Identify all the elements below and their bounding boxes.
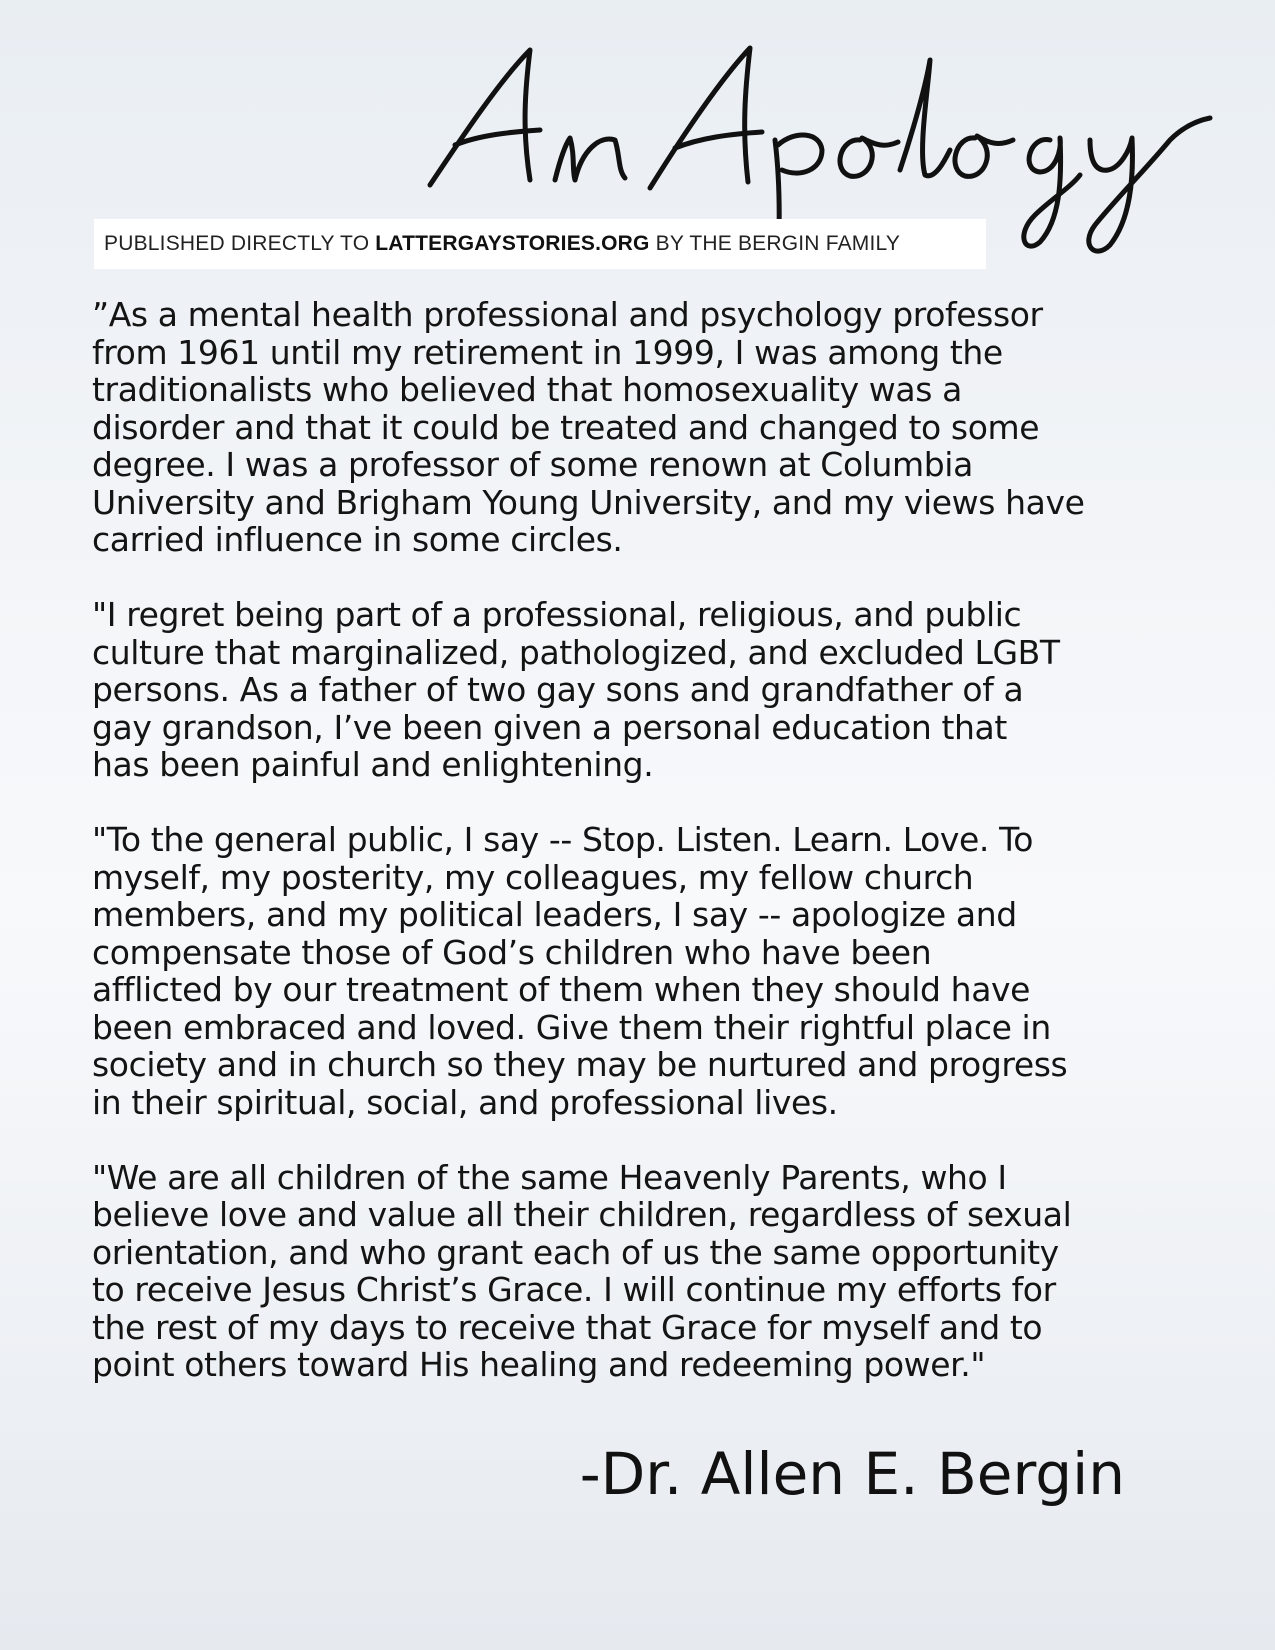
quote-paragraph-4: "We are all children of the same Heavenly Parents, who I believe love and value all their children, regardless of sexual orientation, and who grant each of us the same opportunity to receive Jesus Christ’s Grace. I will continue my efforts for the rest of my days to receive that Grace for myself and to point others toward His healing and redeeming power." bbox=[92, 1157, 1072, 1384]
subtitle-suffix: BY THE BERGIN FAMILY bbox=[649, 232, 901, 255]
subtitle-prefix: PUBLISHED DIRECTLY TO bbox=[104, 232, 376, 255]
quote-paragraph-1: ”As a mental health professional and psychology professor from 1961 until my retirement in 1999, I was among the traditionalists who believed that homosexuality was a disorder and that it could be treated and changed to some degree. I was a professor of some renown at Columbia University and Brigham Young University, and my views have carried influence in some circles. bbox=[92, 295, 1085, 559]
quote-body bbox=[92, 296, 1192, 1421]
signature: -Dr. Allen E. Bergin bbox=[579, 1440, 1125, 1508]
subtitle-banner bbox=[94, 219, 986, 269]
quote-paragraph-3: "To the general public, I say -- Stop. Listen. Learn. Love. To myself, my posterity, my colleagues, my fellow church members, and my political leaders, I say -- apologize and compensate those of God’s children who have been afflicted by our treatment of them when they should have been embraced and loved. Give them their rightful place in society and in church so they may be nurtured and progress in their spiritual, social, and professional lives. bbox=[92, 820, 1068, 1122]
quote-paragraph-2: "I regret being part of a professional, religious, and public culture that marginalized, pathologized, and excluded LGBT persons. As a father of two gay sons and grandfather of a gay grandson, I’ve been given a personal education that has been painful and enlightening. bbox=[92, 595, 1060, 784]
subtitle bbox=[104, 232, 900, 256]
subtitle-site-link[interactable]: LATTERGAYSTORIES.ORG bbox=[375, 232, 650, 255]
